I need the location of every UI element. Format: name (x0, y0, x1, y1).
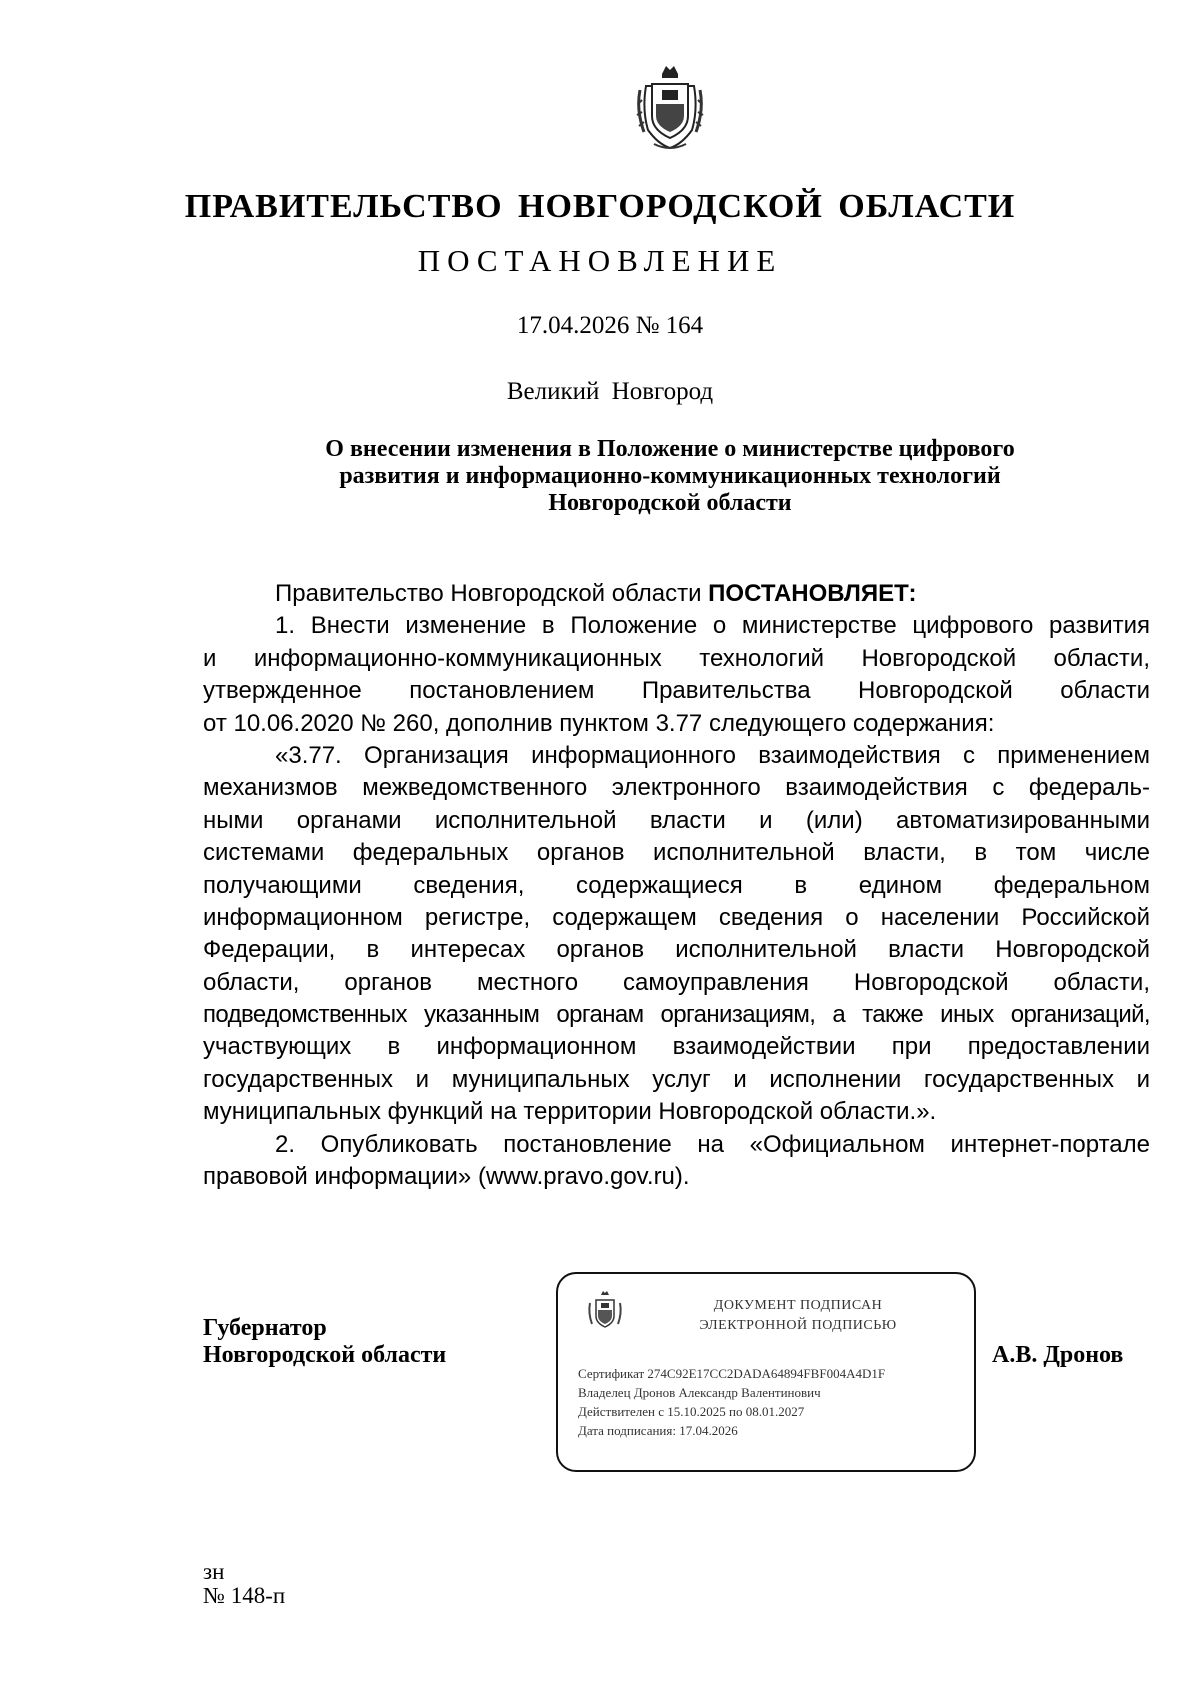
quoted-clause-line: участвующих в информационном взаимодействии при предоставлении (203, 1033, 1150, 1061)
coat-of-arms-icon (632, 60, 708, 152)
quoted-clause-line: государственных и муниципальных услуг и исполнении государственных и (203, 1065, 1150, 1093)
document-body (203, 578, 1150, 1193)
quoted-clause-line: информационном регистре, содержащем сведения о населении Российской (203, 903, 1150, 931)
subject-line: О внесении изменения в Положение о министерстве цифрового (325, 436, 1015, 462)
footer-code (203, 1560, 285, 1608)
document-date-number: 17.04.2026 № 164 (516, 312, 704, 339)
preamble-text: Правительство Новгородской области (275, 580, 709, 607)
certificate-validity: Действителен с 15.10.2025 по 08.01.2027 (578, 1404, 805, 1419)
signatory-title-line: Губернатор (203, 1315, 327, 1341)
paragraph-1-line: от 10.06.2020 № 260, дополнив пунктом 3.77 следующего содержания: (203, 709, 995, 737)
paragraph-1-line: 1. Внести изменение в Положение о министерстве цифрового развития (275, 612, 1150, 640)
signatory-title (203, 1315, 446, 1369)
quoted-clause-line: Федерации, в интересах органов исполнительной власти Новгородской (203, 936, 1150, 964)
subject-line: развития и информационно-коммуникационных технологий (339, 463, 1001, 489)
stamp-heading (648, 1296, 948, 1336)
certificate-owner: Владелец Дронов Александр Валентинович (578, 1385, 821, 1400)
electronic-signature-stamp (556, 1272, 976, 1472)
organization-title: ПРАВИТЕЛЬСТВО НОВГОРОДСКОЙ ОБЛАСТИ (184, 188, 1016, 225)
coat-of-arms-icon (586, 1288, 624, 1334)
quoted-clause-line: «3.77. Организация информационного взаимодействия с применением (275, 741, 1150, 769)
stamp-heading-line: ДОКУМЕНТ ПОДПИСАН (713, 1298, 883, 1313)
subject-line: Новгородской области (548, 490, 792, 516)
document-subject (200, 436, 1140, 517)
registration-number: № 148-п (203, 1583, 286, 1608)
paragraph-2-line: правовой информации» (www.pravo.gov.ru). (203, 1163, 690, 1191)
certificate-number: Сертификат 274C92E17CC2DADA64894FBF004A4D1F (578, 1366, 886, 1381)
quoted-clause-line: механизмов межведомственного электронного взаимодействия с федераль- (203, 774, 1150, 802)
paragraph-1-line: утвержденное постановлением Правительства Новгородской области (203, 677, 1150, 705)
paragraph-2-line: 2. Опубликовать постановление на «Официальном интернет-портале (275, 1130, 1150, 1158)
quoted-clause-line: системами федеральных органов исполнительной власти, в том числе (203, 839, 1150, 867)
quoted-clause-line: подведомственных указанным органам организациям, а также иных организаций, (203, 1001, 1150, 1029)
quoted-clause-line: получающими сведения, содержащиеся в едином федеральном (203, 871, 1150, 899)
city-name: Великий Новгород (506, 378, 714, 405)
stamp-heading-line: ЭЛЕКТРОННОЙ ПОДПИСЬЮ (699, 1318, 897, 1333)
signatory-title-line: Новгородской области (203, 1342, 447, 1368)
stamp-details (578, 1364, 968, 1440)
executor-initials: зн (203, 1559, 225, 1584)
signatory-name: А.В. Дронов (992, 1342, 1124, 1368)
document-type: ПОСТАНОВЛЕНИЕ (417, 243, 783, 278)
quoted-clause-line: области, органов местного самоуправления Новгородской области, (203, 968, 1150, 996)
quoted-clause-line: муниципальных функций на территории Новгородской области.». (203, 1098, 937, 1126)
preamble (203, 578, 1150, 610)
signing-date: Дата подписания: 17.04.2026 (578, 1423, 738, 1438)
preamble-resolves: ПОСТАНОВЛЯЕТ: (708, 580, 917, 607)
paragraph-1-line: и информационно-коммуникационных технологий Новгородской области, (203, 644, 1150, 672)
quoted-clause-line: ными органами исполнительной власти и (или) автоматизированными (203, 806, 1150, 834)
